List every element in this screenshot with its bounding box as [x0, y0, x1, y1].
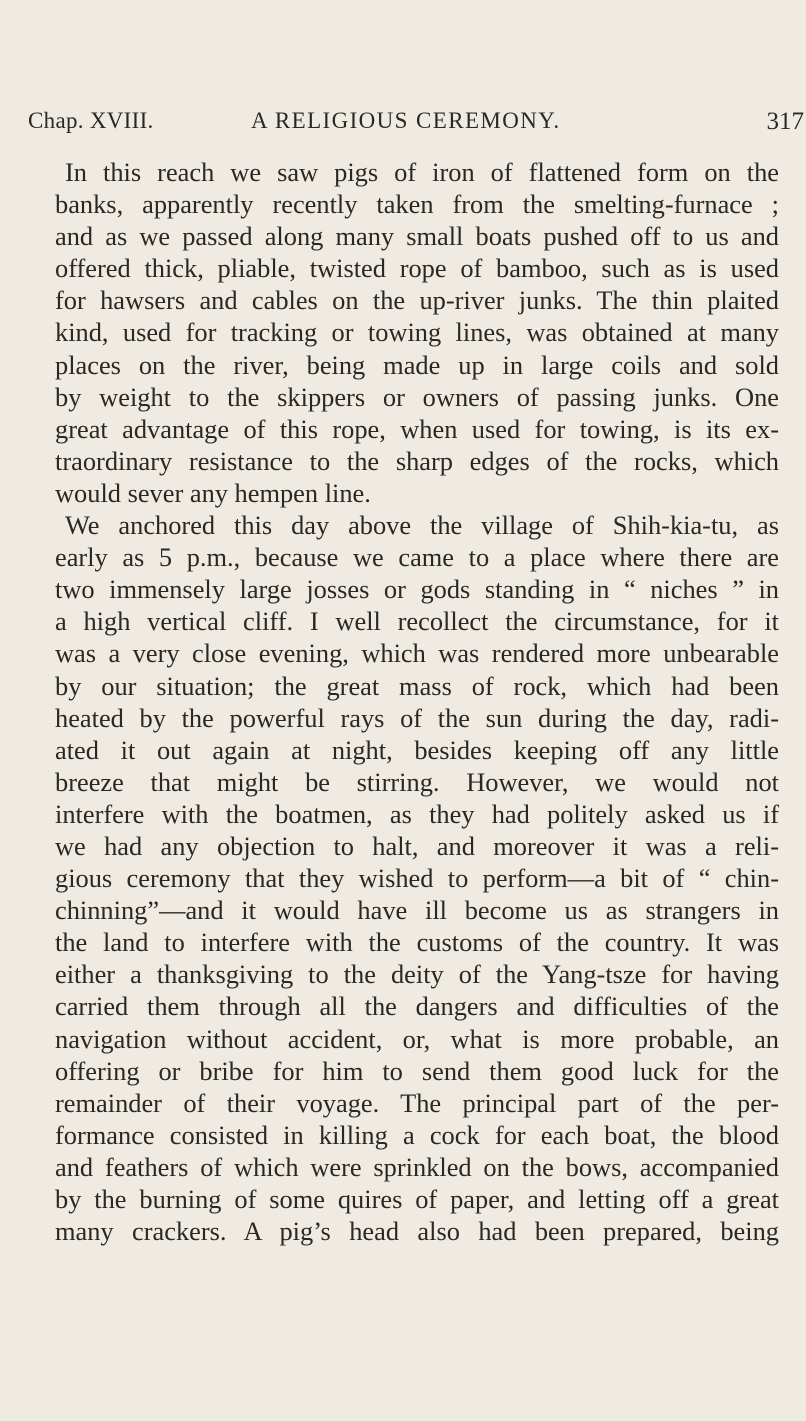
text-line: great advantage of this rope, when used for towing, is its ex- [55, 413, 779, 444]
text-line: breeze that might be stirring. However, we would not [55, 766, 779, 797]
text-line: heated by the powerful rays of the sun during the day, radi- [55, 702, 779, 733]
text-line: many crackers. A pig’s head also had been prepared, being [55, 1216, 779, 1247]
page-number: 317 [766, 108, 804, 135]
text-line: navigation without accident, or, what is more probable, an [55, 1023, 779, 1054]
text-line: and as we passed along many small boats pushed off to us and [55, 221, 779, 252]
text-line: would sever any hempen line. [55, 477, 371, 508]
text-line: remainder of their voyage. The principal part of the per- [55, 1087, 779, 1118]
text-line: carried them through all the dangers and difficulties of the [55, 991, 779, 1022]
text-line: gious ceremony that they wished to perform—a bit of “ chin- [55, 863, 779, 894]
body-text [55, 156, 779, 1247]
text-line: by weight to the skippers or owners of passing junks. One [55, 381, 779, 412]
text-line: ated it out again at night, besides keeping off any little [55, 734, 779, 765]
text-line: by the burning of some quires of paper, and letting off a great [55, 1184, 779, 1214]
text-line: interfere with the boatmen, as they had politely asked us if [55, 798, 779, 829]
running-head [28, 108, 806, 142]
text-line: formance consisted in killing a cock for each boat, the blood [55, 1119, 779, 1150]
text-line: we had any objection to halt, and moreover it was a reli- [55, 830, 779, 861]
text-line: two immensely large josses or gods standing in “ niches ” in [55, 574, 779, 605]
text-line: chinning”—and it would have ill become us as strangers in [55, 895, 779, 926]
text-line: early as 5 p.m., because we came to a place where there are [55, 542, 779, 573]
text-line: We anchored this day above the village of Shih-kia-tu, as [65, 510, 779, 541]
text-line: places on the river, being made up in large coils and sold [55, 349, 779, 380]
text-line: and feathers of which were sprinkled on the bows, accompanied [55, 1151, 779, 1182]
text-line: the land to interfere with the customs of the country. It was [55, 927, 779, 958]
running-title: A RELIGIOUS CEREMONY. [251, 108, 561, 133]
text-line: offered thick, pliable, twisted rope of bamboo, such as is used [55, 253, 779, 284]
text-line: In this reach we saw pigs of iron of flattened form on the [65, 157, 779, 187]
text-line: was a very close evening, which was rendered more unbearable [55, 638, 779, 669]
text-line: banks, apparently recently taken from the smelting-furnace ; [55, 189, 779, 220]
text-line: a high vertical cliff. I well recollect the circumstance, for it [55, 606, 779, 637]
text-line: either a thanksgiving to the deity of the Yang-tsze for having [55, 959, 779, 990]
text-line: for hawsers and cables on the up-river junks. The thin plaited [55, 285, 779, 316]
chapter-label: Chap. XVIII. [28, 108, 154, 133]
text-line: kind, used for tracking or towing lines, was obtained at many [55, 317, 779, 348]
text-line: traordinary resistance to the sharp edges of the rocks, which [55, 445, 779, 476]
text-line: by our situation; the great mass of rock, which had been [55, 670, 779, 701]
text-line: offering or bribe for him to send them good luck for the [55, 1055, 779, 1086]
